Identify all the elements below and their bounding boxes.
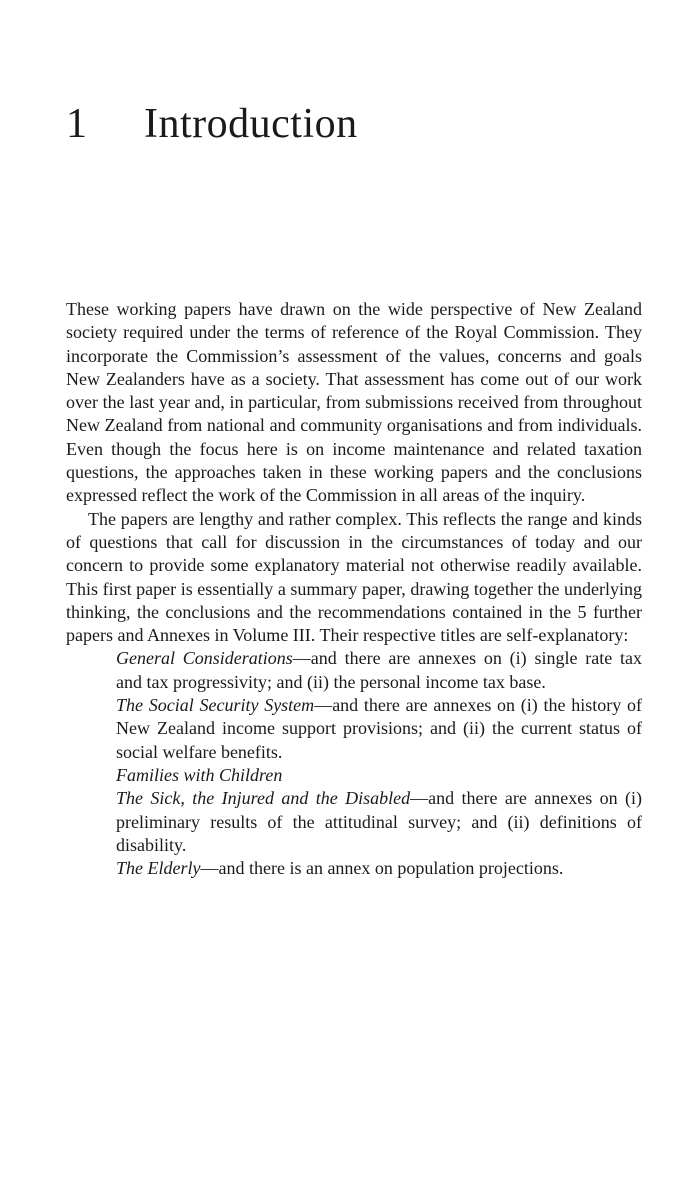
chapter-heading bbox=[66, 96, 358, 152]
list-item-social-security-system bbox=[116, 694, 642, 764]
paper-note: —and there are annexes on (i) the history of New Zealand income support provisions; and (ii) the current status of social welfare benefits. bbox=[116, 695, 643, 762]
list-item-elderly bbox=[116, 857, 642, 880]
paper-title: Families with Children bbox=[116, 764, 283, 785]
paper-title: General Considerations bbox=[116, 648, 293, 669]
list-item-families-with-children bbox=[116, 764, 642, 787]
paper-note: —and there are annexes on (i) preliminary results of the attitudinal survey; and (ii) definitions of disability. bbox=[116, 788, 642, 855]
paper-title: The Social Security System bbox=[116, 695, 315, 716]
paper-title: The Sick, the Injured and the Disabled bbox=[116, 788, 411, 809]
chapter-title: Introduction bbox=[144, 101, 358, 147]
paper-note: —and there are annexes on (i) single rate tax and tax progressivity; and (ii) the personal income tax base. bbox=[116, 648, 643, 692]
paper-title: The Elderly bbox=[116, 858, 201, 879]
paragraph-papers: The papers are lengthy and rather complex. This reflects the range and kinds of questions that call for discussion in the circumstances of today and our concern to provide some explanatory material not otherwise readily available. This first paper is essentially a summary paper, drawing together the underlying thinking, the conclusions and the recommendations contained in the 5 further papers and Annexes in Volume III. Their respective titles are self-explanatory: bbox=[66, 508, 642, 646]
list-item-general-considerations bbox=[116, 647, 642, 694]
paper-note: —and there is an annex on population projections. bbox=[200, 858, 564, 879]
paragraph-intro: These working papers have drawn on the wide perspective of New Zealand society required under the terms of reference of the Royal Commission. They incorporate the Commission’s assessment of the values, concerns and goals New Zealanders have as a society. That assessment has come out of our work over the last year and, in particular, from submissions received from throughout New Zealand from national and community organisations and from individuals. Even though the focus here is on income maintenance and related taxation questions, the approaches taken in these working papers and the conclusions expressed reflect the work of the Commission in all areas of the inquiry. bbox=[66, 299, 642, 506]
papers-list bbox=[66, 647, 642, 880]
chapter-number: 1 bbox=[66, 101, 88, 147]
body-text bbox=[66, 298, 642, 880]
list-item-sick-injured-disabled bbox=[116, 787, 642, 857]
